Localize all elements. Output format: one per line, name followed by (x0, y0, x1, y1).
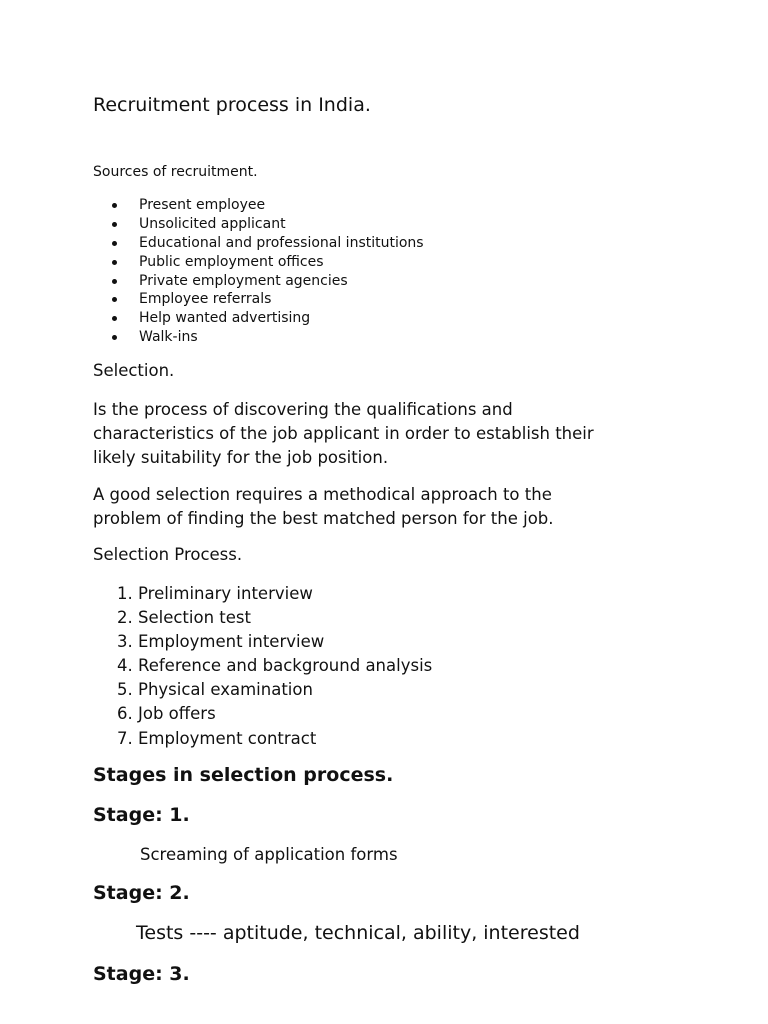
list-item (112, 328, 424, 347)
bullet-icon (112, 279, 117, 284)
list-item: 6. Job offers (117, 704, 216, 724)
list-item (112, 272, 424, 291)
list-item-text: Present employee (139, 197, 266, 213)
stage-1-text: Screaming of application forms (140, 845, 398, 864)
selection-heading: Selection. (93, 361, 175, 380)
list-item: 1. Preliminary interview (117, 584, 313, 603)
paragraph-line: problem of finding the best matched person for the job. (93, 509, 554, 528)
stage-2-text: Tests ---- aptitude, technical, ability, interested (136, 922, 580, 944)
selection-paragraph-2 (93, 483, 693, 531)
list-item (112, 215, 424, 234)
bullet-icon (112, 241, 117, 246)
bullet-icon (112, 260, 117, 265)
list-item (112, 309, 424, 328)
list-item-text: Help wanted advertising (139, 310, 311, 327)
selection-process-heading: Selection Process. (93, 545, 243, 564)
list-item (112, 290, 424, 309)
list-item: 5. Physical examination (117, 680, 313, 700)
list-item-text: Walk-ins (139, 329, 198, 346)
list-item: 3. Employment interview (117, 632, 325, 652)
bullet-icon (112, 203, 117, 208)
sources-list (112, 196, 424, 347)
selection-process-list (117, 582, 432, 751)
bullet-icon (112, 222, 117, 227)
bullet-icon (112, 316, 117, 321)
stage-1-heading: Stage: 1. (93, 804, 190, 826)
list-item (112, 196, 424, 215)
list-item-text: Educational and professional institutions (139, 234, 424, 251)
bullet-icon (112, 297, 117, 302)
paragraph-line: Is the process of discovering the qualifications and (93, 400, 513, 419)
selection-paragraph-1 (93, 398, 693, 470)
stage-3-heading: Stage: 3. (93, 963, 190, 985)
list-item-text: Public employment offices (139, 253, 324, 270)
paragraph-line: A good selection requires a methodical approach to the (93, 485, 552, 504)
list-item (112, 234, 424, 253)
bullet-icon (112, 335, 117, 340)
list-item-text: Private employment agencies (139, 272, 348, 289)
sources-heading: Sources of recruitment. (93, 164, 258, 180)
list-item: 7. Employment contract (117, 728, 317, 748)
list-item: 4. Reference and background analysis (117, 656, 433, 676)
paragraph-line: characteristics of the job applicant in order to establish their (93, 424, 594, 443)
stage-2-heading: Stage: 2. (93, 882, 190, 904)
list-item: 2. Selection test (117, 608, 251, 628)
list-item-text: Employee referrals (139, 291, 272, 308)
stages-heading: Stages in selection process. (93, 764, 394, 786)
list-item (112, 253, 424, 272)
paragraph-line: likely suitability for the job position. (93, 448, 389, 467)
list-item-text: Unsolicited applicant (139, 215, 286, 232)
document-title: Recruitment process in India. (93, 94, 371, 116)
